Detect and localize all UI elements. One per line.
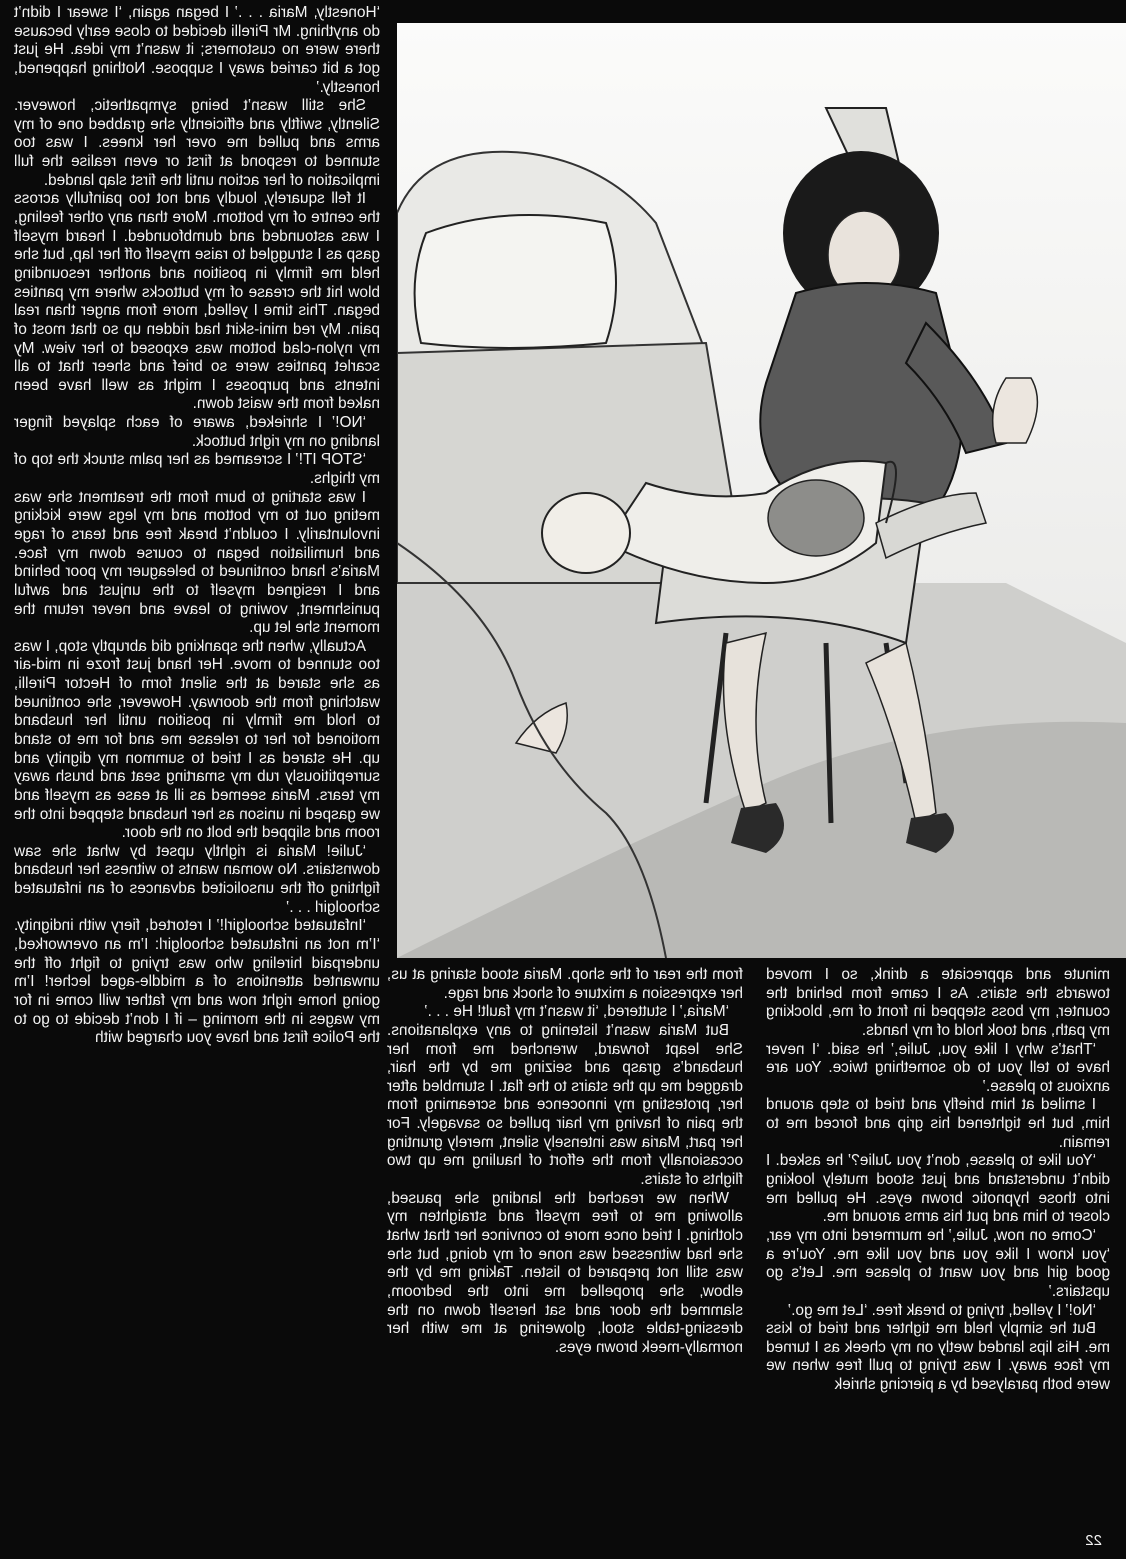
text-column-b — [387, 966, 743, 1531]
paragraph: ‘Julie! Maria is rightly upset by what she saw downstairs. No woman wants to witness her husband fighting off the unsolicited advances of an infatuated schoolgirl . . .’ — [14, 842, 380, 916]
paragraph: It fell squarely, loudly and not too painfully across the centre of my bottom. More than any other feeling, I was astounded and dumbfounded. I heard myself gasp as I struggled to raise myself off her lap, but she held me firmly in position and another resounding blow hit the crease of my buttocks where my panties began. This time I yelled, more from anger than real pain. My red mini-skirt had ridden up so that most of my nylon-clad bottom was exposed to her view. My scarlet panties were so brief and sheer that to all intents and purposes I might as well have been naked from the waist down. — [14, 190, 380, 413]
text-column-main — [14, 4, 380, 1555]
page-number: 22 — [1085, 1532, 1102, 1549]
illustration — [397, 23, 1126, 958]
paragraph: When we reached the landing she paused, allowing me to free myself and straighten my clothing. I tried once more to convince her that what she had witnessed was none of my doing, but she was still not prepared to listen. Taking me by the elbow, she propelled me into the bedroom, slammed the door and sat herself down on the dressing-table stool, glowering at me with her normally-meek brown eyes. — [387, 1189, 743, 1356]
paragraph: ‘Honestly, Maria . . .’ I began again, ‘I swear I didn’t do anything. Mr Pirelli decided to close early because there were no customers; it wasn’t my idea. He just got a bit carried away I suppose. Nothing happened, honestly.’ — [14, 4, 380, 96]
paragraph: ‘Come on now, Julie,’ he murmered into my ear, ‘you know I like you and you like me. You’re a good girl and you want to please me. Let’s go upstairs.’ — [766, 1226, 1110, 1300]
paragraph: from the rear of the shop. Maria stood staring at us, her expression a mixture of shock and rage. — [387, 966, 743, 1002]
paragraph: But Maria wasn’t listening to any explanations. She leapt forward, wrenched me from her husband’s grasp and seizing me by the hair, dragged me up the stairs to the flat. I stumbled after her, protesting my innocence and screaming from the pain of having my hair pulled so savagely. For her part, Maria was intensely silent, merely grunting occasionally from the effort of hauling me up two flights of stairs. — [387, 1021, 743, 1189]
illustration-drawing — [397, 23, 1126, 958]
paragraph: minute and appreciate a drink, so I moved towards the stairs. As I came from behind the counter, my boss stepped in front of me, blocking my path, and took hold of my hands. — [766, 966, 1110, 1039]
paragraph: ‘Maria,’ I stuttered, ‘it wasn’t my fault! He . . .’ — [424, 1003, 729, 1021]
paragraph: ‘That’s why I like you, Julie,’ he said. ‘I never have to tell you to do something twice. You are anxious to please.’ — [766, 1040, 1110, 1095]
paragraph: ‘You like to please, don’t you Julie?’ he asked. I didn’t understand and just stood mutely looking into those hypnotic brown eyes. He pulled me closer to him and put his arms around me. — [766, 1152, 1110, 1226]
paragraph: ‘STOP IT!’ I screamed as her palm struck the top of my thighs. — [14, 451, 380, 488]
paragraph: ‘NO!’ I shrieked, aware of each splayed finger landing on my right buttock. — [14, 414, 380, 450]
paragraph: But he simply held me tighter and tried to kiss me. His lips landed wetly on my cheek as I turned my face away. I was trying to pull free when we were both paralysed by a piercing shriek — [766, 1320, 1110, 1394]
paragraph: She still wasn’t being sympathetic, however. Silently, swiftly and efficiently she grabbed one of my arms and pulled me over her knees. I was too stunned to respond at first or even realise the full implication of her action until the first slap landed. — [14, 97, 380, 189]
paragraph: I was starting to burn from the treatment she was meting out to my bottom and my legs were kicking involuntarily. I couldn’t break free and tears of rage and humiliation began to course down my face. Maria’s hand continued to beleaguer my poor behind and I resigned myself to the unjust and awful punishment, vowing to leave and never return the moment she let up. — [14, 488, 380, 637]
paragraph: ‘Infatuated schoolgirl!’ I retorted, fiery with indignity. ‘I’m not an infatuated schoolgirl: I’m an overworked, underpaid hireling who was trying to fight off the unwanted attentions of a middle-aged lecher! I’m going home right now and my father will come in for my wages in the morning – if I don’t decide to go to the Police first and have you charged with — [14, 917, 380, 1047]
text-column-a — [766, 966, 1110, 1531]
paragraph: ‘No!’ I yelled, trying to break free. ‘Let me go.’ — [787, 1301, 1096, 1319]
paragraph: I smiled at him briefly and tried to step around him, but he tightened his grip and forced me to remain. — [766, 1096, 1110, 1151]
paragraph: Actually, when the spanking did abruptly stop, I was too stunned to move. Her hand just froze in mid-air as she stared at the silent form of Hector Pirelli, watching from the doorway. However, she continued to hold me firmly in position until her husband motioned for her to release me and for me to stand up. He stared as I tried to summon my dignity and surreptitiously rub my smarting seat and brush away my tears. Maria seemed as ill at ease as myself and we gasped in unison as her husband stepped into the room and slipped the bolt on the door. — [14, 637, 380, 842]
